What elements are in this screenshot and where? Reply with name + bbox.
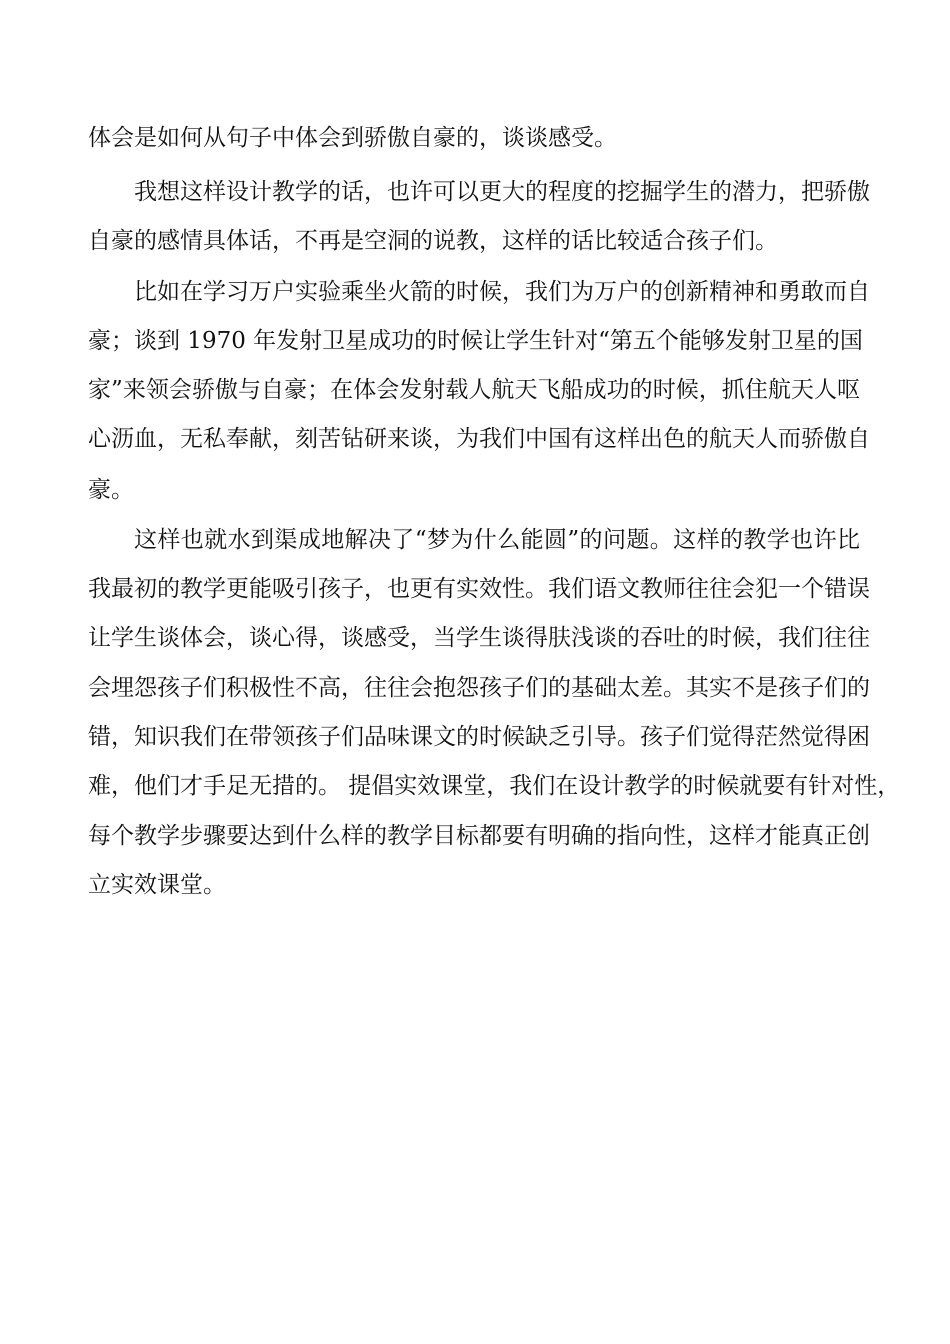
paragraph-line: 立实效课堂。 xyxy=(88,872,226,898)
paragraph-line: 豪。 xyxy=(88,477,134,503)
paragraph-line: 自豪的感情具体话，不再是空洞的说教，这样的话比较适合孩子们。 xyxy=(88,228,778,254)
paragraph-line: 家”来领会骄傲与自豪；在体会发射载人航天飞船成功的时候，抓住航天人呕 xyxy=(88,377,860,403)
paragraph-line: 我最初的教学更能吸引孩子，也更有实效性。我们语文教师往往会犯一个错误 xyxy=(88,576,870,602)
paragraph-line: 这样也就水到渠成地解决了“梦为什么能圆”的问题。这样的教学也许比 xyxy=(134,527,860,553)
paragraph-line: 错，知识我们在带领孩子们品味课文的时候缺乏引导。孩子们觉得茫然觉得困 xyxy=(88,724,870,750)
paragraph-line: 体会是如何从句子中体会到骄傲自豪的，谈谈感受。 xyxy=(88,125,617,151)
paragraph-line: 每个教学步骤要达到什么样的教学目标都要有明确的指向性，这样才能真正创 xyxy=(88,823,870,849)
paragraph-line: 我想这样设计教学的话，也许可以更大的程度的挖掘学生的潜力，把骄傲 xyxy=(134,179,870,205)
paragraph-line: 豪；谈到 1970 年发射卫星成功的时候让学生针对“第五个能够发射卫星的国 xyxy=(88,328,863,354)
paragraph-line: 让学生谈体会，谈心得，谈感受，当学生谈得肤浅谈的吞吐的时候，我们往往 xyxy=(88,625,870,651)
paragraph-line: 比如在学习万户实验乘坐火箭的时候，我们为万户的创新精神和勇敢而自 xyxy=(134,279,870,305)
paragraph-line: 心沥血，无私奉献，刻苦钻研来谈，为我们中国有这样出色的航天人而骄傲自 xyxy=(88,426,870,452)
paragraph-line: 会埋怨孩子们积极性不高，往往会抱怨孩子们的基础太差。其实不是孩子们的 xyxy=(88,675,870,701)
paragraph-line: 难，他们才手足无措的。 提倡实效课堂，我们在设计教学的时候就要有针对性， xyxy=(88,773,901,799)
